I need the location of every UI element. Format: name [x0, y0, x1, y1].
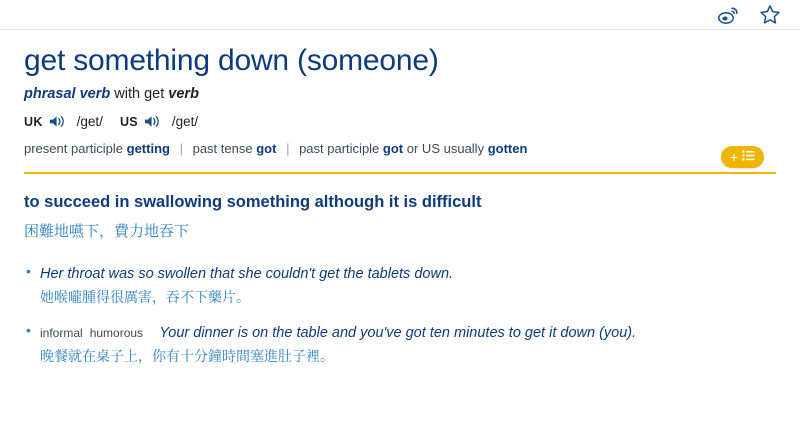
page-title: get something down (someone): [24, 44, 439, 77]
form-value-past-participle: got: [382, 140, 404, 156]
top-icon-bar: [0, 0, 800, 30]
form-label-past-tense: past tense: [192, 140, 253, 156]
definition-translation: 困難地嚥下，費力地吞下: [24, 223, 190, 241]
example-english: Her throat was so swollen that she couldn't get the tablets down.: [40, 265, 454, 282]
plus-icon: +: [729, 148, 738, 165]
example-chinese: 晚餐就在桌子上，你有十分鐘時間塞進肚子裡。: [40, 348, 334, 365]
list-icon: [742, 149, 755, 164]
section-divider: [24, 172, 776, 174]
example-labels: [40, 326, 153, 340]
pronunciation-row: [24, 113, 776, 131]
ipa-us: /ɡet/: [171, 114, 199, 130]
list-item: [24, 321, 776, 366]
form-label-past-participle: past participle: [299, 140, 380, 156]
example-english: Your dinner is on the table and you've got ten minutes to get it down (you).: [159, 325, 637, 342]
form-extra-value: gotten: [487, 140, 528, 156]
example-chinese: 她喉嚨腫得很厲害，吞不下藥片。: [40, 288, 250, 305]
with-part-of-speech: verb: [168, 85, 199, 102]
pron-region-uk: UK: [24, 114, 43, 129]
definition: to succeed in swallowing something although it is difficult: [24, 192, 482, 211]
list-item: [24, 262, 776, 307]
form-label-present-participle: present participle: [24, 140, 123, 156]
add-to-wordlist-button[interactable]: [721, 146, 764, 168]
speaker-icon-uk[interactable]: [48, 113, 68, 131]
usage-label-humorous: humorous: [89, 326, 144, 341]
ipa-uk: /ɡet/: [76, 114, 103, 130]
pron-region-us: US: [119, 114, 138, 129]
speaker-icon-us[interactable]: [143, 113, 163, 131]
dictionary-entry: [0, 30, 800, 367]
form-value-present-participle: getting: [126, 140, 170, 156]
usage-label-informal: informal: [40, 326, 83, 341]
weibo-share-icon[interactable]: [716, 3, 740, 27]
form-separator-1: |: [179, 140, 183, 156]
inflected-forms: [24, 141, 776, 156]
favorite-star-icon[interactable]: [758, 3, 782, 27]
part-of-speech: phrasal verb: [24, 85, 111, 102]
part-of-speech-line: [24, 86, 776, 102]
form-value-past-tense: got: [256, 140, 277, 156]
form-extra-label: or US usually: [406, 140, 485, 156]
examples-list: [24, 262, 776, 367]
form-separator-2: |: [286, 140, 290, 156]
with-label: with get: [114, 85, 165, 102]
